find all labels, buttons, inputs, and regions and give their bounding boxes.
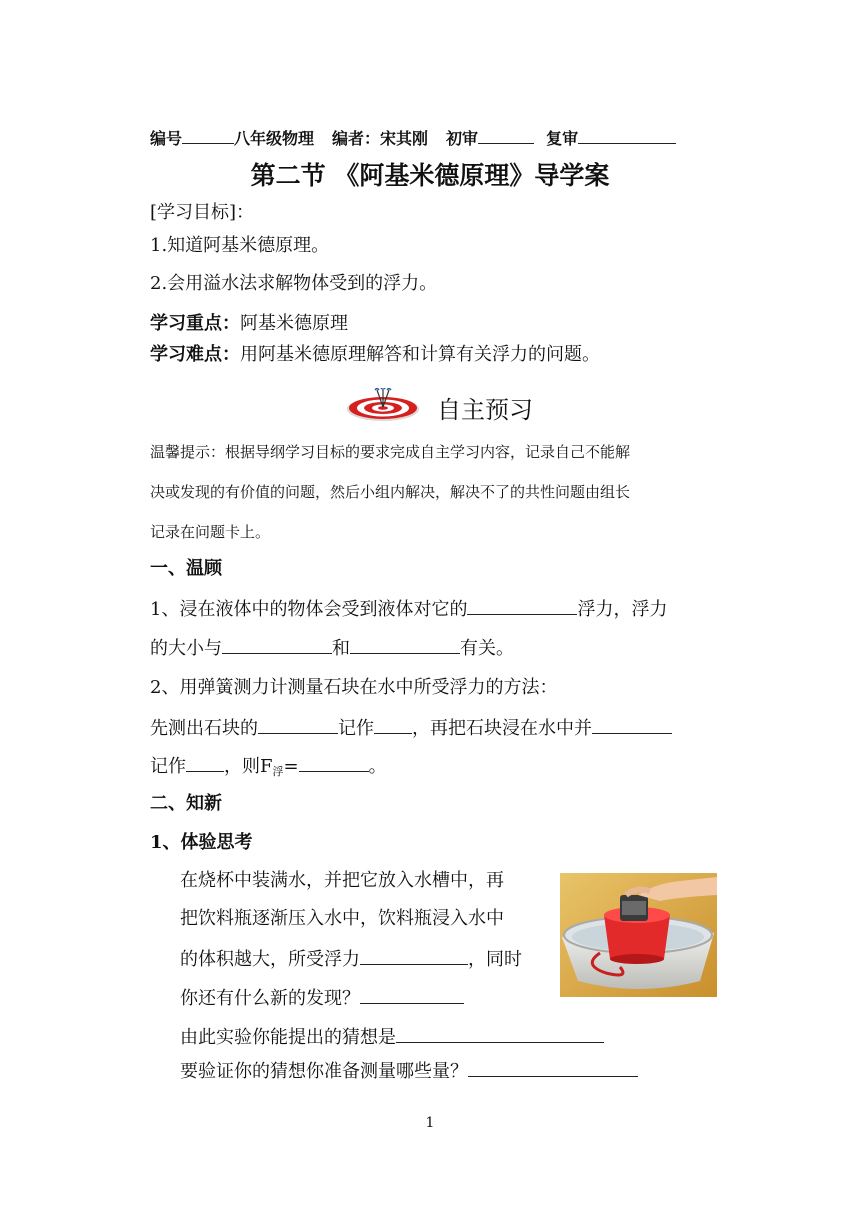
section2-heading: 二、知新 bbox=[150, 793, 222, 814]
key-point-label: 学习重点： bbox=[150, 313, 240, 334]
q1-text: 和 bbox=[332, 638, 350, 659]
measure-line bbox=[180, 1058, 638, 1084]
q2-blank-3[interactable] bbox=[592, 715, 672, 734]
q1-blank-2[interactable] bbox=[222, 635, 332, 654]
hypothesis-blank[interactable] bbox=[396, 1024, 604, 1043]
key-point bbox=[150, 312, 348, 336]
key-point-text: 阿基米德原理 bbox=[240, 313, 348, 334]
q2-blank-2[interactable] bbox=[374, 715, 412, 734]
question-1-line2 bbox=[150, 635, 514, 661]
section1-heading: 一、温顾 bbox=[150, 558, 222, 579]
objective-item: 1.知道阿基米德原理。 bbox=[150, 235, 330, 256]
question-2: 2、用弹簧测力计测量石块在水中所受浮力的方法： bbox=[150, 677, 558, 698]
difficulty-text: 用阿基米德原理解答和计算有关浮力的问题。 bbox=[240, 344, 600, 365]
doc-header bbox=[150, 125, 676, 149]
q1-text: 的大小与 bbox=[150, 638, 222, 659]
question-1-line1 bbox=[150, 596, 667, 622]
page-title: 第二节 《阿基米德原理》导学案 bbox=[250, 161, 610, 190]
q1-blank-3[interactable] bbox=[350, 635, 460, 654]
q2-subscript: 浮 bbox=[272, 765, 284, 778]
experiment-text bbox=[180, 985, 464, 1011]
experiment-text: 把饮料瓶逐渐压入水中，饮料瓶浸入水中 bbox=[180, 908, 504, 929]
id-blank[interactable] bbox=[182, 125, 234, 144]
q2-text: ，再把石块浸在水中并 bbox=[412, 718, 592, 739]
q1-text: 浮力，浮力 bbox=[577, 599, 668, 620]
experiment-text bbox=[180, 946, 522, 972]
subsection-heading: 1、体验思考 bbox=[150, 832, 253, 853]
tip-line: 温馨提示：根据导纲学习目标的要求完成自主学习内容，记录自己不能解 bbox=[150, 443, 631, 461]
q2-text: 记作 bbox=[150, 756, 186, 777]
tip-line: 记录在问题卡上。 bbox=[150, 523, 271, 541]
difficulty-label: 学习难点： bbox=[150, 344, 240, 365]
q2-text: = bbox=[283, 756, 299, 777]
q2-text: 记作 bbox=[338, 718, 374, 739]
objective-item: 2.会用溢水法求解物体受到的浮力。 bbox=[150, 273, 438, 294]
q2-blank-5[interactable] bbox=[299, 753, 369, 772]
q1-blank-1[interactable] bbox=[467, 596, 577, 615]
experiment-text-part: 的体积越大，所受浮力 bbox=[180, 949, 360, 970]
banner-title: 自主预习 bbox=[437, 396, 533, 424]
review1-label: 初审 bbox=[446, 129, 479, 148]
experiment-photo bbox=[560, 873, 717, 997]
tip-line: 决或发现的有价值的问题，然后小组内解决，解决不了的共性问题由组长 bbox=[150, 483, 631, 501]
self-study-banner bbox=[345, 388, 533, 426]
experiment-text: 在烧杯中装满水，并把它放入水槽中，再 bbox=[180, 870, 504, 891]
id-label: 编号 bbox=[150, 129, 183, 148]
review1-blank[interactable] bbox=[478, 125, 534, 144]
buoyancy-blank[interactable] bbox=[360, 946, 468, 965]
q2-blank-4[interactable] bbox=[186, 753, 224, 772]
q2-text: 先测出石块的 bbox=[150, 718, 258, 739]
difficulty bbox=[150, 343, 600, 367]
experiment-text-part: 你还有什么新的发现？ bbox=[180, 988, 360, 1009]
target-icon bbox=[345, 388, 421, 422]
question-2-line1 bbox=[150, 715, 672, 741]
measure-text: 要验证你的猜想你准备测量哪些量？ bbox=[180, 1061, 468, 1082]
experiment-text-part: ，同时 bbox=[468, 949, 522, 970]
q1-text: 有关。 bbox=[460, 638, 514, 659]
review2-blank[interactable] bbox=[578, 125, 676, 144]
q1-text: 1、浸在液体中的物体会受到液体对它的 bbox=[150, 599, 468, 620]
q2-text: ，则F bbox=[224, 756, 273, 777]
hypothesis-line bbox=[180, 1024, 604, 1050]
tip-paragraph bbox=[150, 432, 715, 552]
page-number: 1 bbox=[425, 1115, 435, 1131]
discovery-blank[interactable] bbox=[360, 985, 464, 1004]
q2-text: 。 bbox=[368, 756, 387, 777]
objectives-heading: [学习目标]： bbox=[150, 202, 255, 223]
grade-label: 八年级物理 bbox=[234, 129, 315, 148]
q2-blank-1[interactable] bbox=[258, 715, 338, 734]
measure-blank[interactable] bbox=[468, 1058, 638, 1077]
author-label: 编者：宋其刚 bbox=[332, 129, 429, 148]
review2-label: 复审 bbox=[546, 129, 579, 148]
hypothesis-text: 由此实验你能提出的猜想是 bbox=[180, 1027, 396, 1048]
question-2-line2 bbox=[150, 753, 387, 784]
